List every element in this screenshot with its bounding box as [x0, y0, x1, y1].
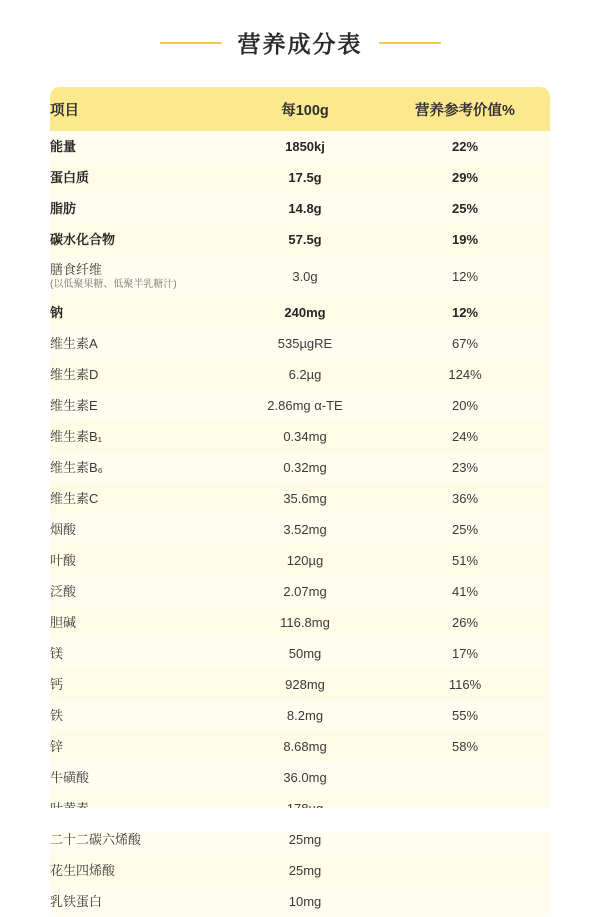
cell-item-label: 镁 — [50, 646, 64, 661]
cell-item-label: 铁 — [50, 708, 64, 723]
cell-per100g: 17.5g — [288, 170, 322, 185]
table-row — [50, 390, 550, 421]
page-title: 营养成分表 — [237, 31, 363, 57]
cell-item-label: 锌 — [50, 739, 64, 754]
cell-item-label: 胆碱 — [50, 615, 77, 630]
cell-nrv: 25% — [451, 201, 479, 216]
cell-item — [50, 762, 230, 793]
cell-item — [50, 514, 230, 545]
table-row — [50, 576, 550, 607]
cell-item-label: 维生素C — [50, 491, 99, 506]
cell-item — [50, 545, 230, 576]
table-row — [50, 328, 550, 359]
table-row — [50, 855, 550, 886]
cell-item — [50, 359, 230, 390]
cell-per100g: 10mg — [288, 894, 322, 909]
cell-item-label: 烟酸 — [50, 522, 77, 537]
cell-item-label: 花生四烯酸 — [50, 863, 116, 878]
cell-nrv: 55% — [451, 708, 479, 723]
cell-per100g: 57.5g — [288, 232, 322, 247]
table-row — [50, 483, 550, 514]
cell-item-label: 二十二碳六烯酸 — [50, 832, 142, 847]
column-header-per100g: 每100g — [281, 102, 329, 119]
cell-per100g: 50mg — [288, 646, 322, 661]
cell-item — [50, 855, 230, 886]
cell-item-label: 乳铁蛋白 — [50, 894, 103, 909]
cell-per100g: 2.07mg — [283, 584, 327, 599]
table-header-row — [50, 87, 550, 131]
cell-nrv: 17% — [451, 646, 479, 661]
cell-item — [50, 224, 230, 255]
cell-per100g: 0.32mg — [283, 460, 327, 475]
page-title-block — [0, 0, 600, 69]
cell-nrv: 25% — [451, 522, 479, 537]
table-row — [50, 545, 550, 576]
cell-item-label: 维生素B₁ — [50, 429, 103, 444]
cell-per100g: 8.2mg — [286, 708, 324, 723]
cell-per100g: 35.6mg — [283, 491, 327, 506]
table-row — [50, 131, 550, 162]
cell-item — [50, 297, 230, 328]
column-header-item: 项目 — [50, 102, 79, 119]
table-row — [50, 607, 550, 638]
cell-item-label: 能量 — [50, 139, 77, 154]
table-row — [50, 452, 550, 483]
cell-item-label: 钠 — [50, 305, 64, 320]
column-header-nrv: 营养参考价值% — [415, 102, 515, 119]
cell-item — [50, 452, 230, 483]
cell-nrv: 23% — [451, 460, 479, 475]
cell-nrv: 67% — [451, 336, 479, 351]
cell-item — [50, 669, 230, 700]
cell-per100g: 116.8mg — [280, 615, 330, 630]
cell-nrv: 19% — [451, 232, 479, 247]
cell-item-label: 维生素A — [50, 336, 98, 351]
title-rule-left — [160, 42, 222, 44]
table-row — [50, 359, 550, 390]
cell-nrv: 58% — [451, 739, 479, 754]
cell-per100g: 8.68mg — [283, 739, 327, 754]
cell-nrv: 41% — [451, 584, 479, 599]
cell-item — [50, 162, 230, 193]
table-row — [50, 514, 550, 545]
cell-item — [50, 421, 230, 452]
table-row — [50, 255, 550, 297]
cell-item-label: 脂肪 — [50, 201, 77, 216]
cell-item — [50, 607, 230, 638]
cell-nrv: 29% — [451, 170, 479, 185]
table-row — [50, 297, 550, 328]
cell-per100g: 2.86mg α-TE — [267, 398, 343, 413]
cell-per100g: 0.34mg — [283, 429, 327, 444]
cell-item — [50, 328, 230, 359]
cell-item-label: 叶酸 — [50, 553, 77, 568]
cell-per100g: 3.52mg — [283, 522, 327, 537]
cell-item-label: 蛋白质 — [50, 170, 90, 185]
cell-item-label: 维生素B₆ — [50, 460, 103, 475]
nutrition-table — [50, 87, 550, 917]
cell-per100g: 6.2µg — [288, 367, 322, 382]
cell-per100g: 120µg — [286, 553, 324, 568]
table-row — [50, 638, 550, 669]
cell-nrv: 20% — [451, 398, 479, 413]
cell-item — [50, 700, 230, 731]
nutrition-table-card — [50, 87, 550, 917]
cell-nrv: 124% — [448, 367, 482, 382]
cell-per100g: 25mg — [288, 863, 322, 878]
cell-per100g: 14.8g — [288, 201, 322, 216]
cell-per100g: 240mg — [284, 305, 326, 320]
table-row — [50, 886, 550, 917]
table-header — [50, 87, 550, 131]
table-row — [50, 193, 550, 224]
cell-item — [50, 638, 230, 669]
cell-item — [50, 131, 230, 162]
cell-per100g: 1850kj — [285, 139, 325, 154]
cell-nrv — [380, 855, 550, 886]
table-row — [50, 762, 550, 793]
title-rule-right — [379, 42, 441, 44]
cell-item-label: 膳食纤维 — [50, 261, 103, 277]
cell-item — [50, 731, 230, 762]
cell-nrv: 22% — [451, 139, 479, 154]
cell-item-label: 泛酸 — [50, 584, 77, 599]
cell-item-label: 维生素D — [50, 367, 99, 382]
cell-nrv: 116% — [448, 677, 482, 692]
cell-per100g: 535µgRE — [277, 336, 333, 351]
cell-nrv: 36% — [451, 491, 479, 506]
table-row — [50, 669, 550, 700]
cell-item-label: 钙 — [50, 677, 64, 692]
cell-nrv: 12% — [451, 268, 479, 284]
cell-item-note: (以低聚果糖、低聚半乳糖汁) — [50, 278, 177, 290]
table-row — [50, 224, 550, 255]
cell-per100g: 928mg — [285, 677, 325, 692]
cell-item — [50, 886, 230, 917]
cell-item — [50, 193, 230, 224]
cell-item-label: 碳水化合物 — [50, 232, 116, 247]
cell-item — [50, 390, 230, 421]
table-row — [50, 731, 550, 762]
table-row — [50, 421, 550, 452]
cell-item — [50, 483, 230, 514]
cell-nrv: 26% — [451, 615, 479, 630]
cell-per100g: 25mg — [288, 832, 322, 847]
cell-item — [50, 576, 230, 607]
cell-nrv — [380, 762, 550, 793]
cell-per100g: 36.0mg — [283, 770, 327, 785]
cell-item — [50, 255, 230, 297]
table-body — [50, 131, 550, 917]
cell-per100g: 3.0g — [292, 268, 318, 284]
cell-item-label: 牛磺酸 — [50, 770, 90, 785]
table-row — [50, 162, 550, 193]
cell-nrv: 51% — [451, 553, 479, 568]
table-row — [50, 700, 550, 731]
page-bottom-edge — [0, 808, 600, 832]
cell-item-label: 维生素E — [50, 398, 98, 413]
cell-nrv: 12% — [451, 305, 479, 320]
cell-nrv — [380, 886, 550, 917]
cell-nrv: 24% — [451, 429, 479, 444]
